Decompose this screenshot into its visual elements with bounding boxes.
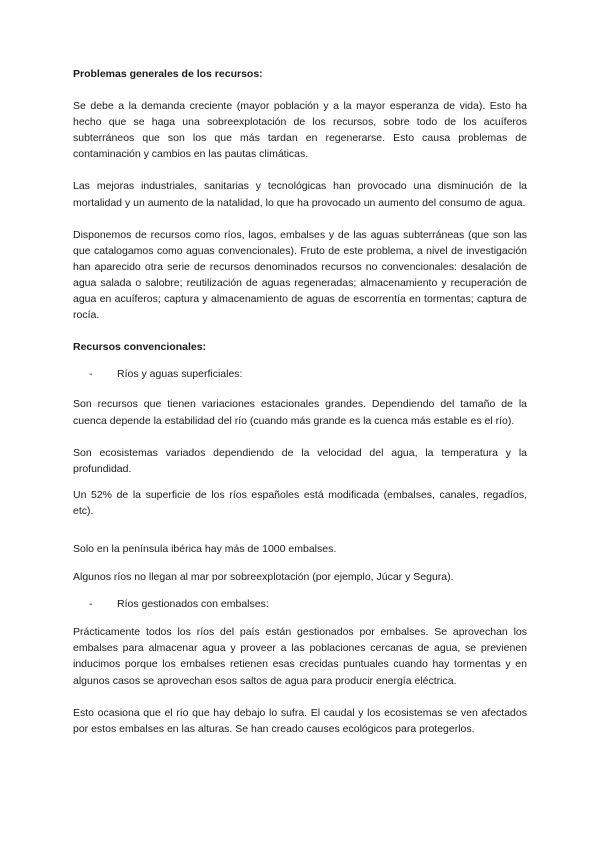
paragraph-sobreexplotacion: Algunos ríos no llegan al mar por sobreexplotación (por ejemplo, Júcar y Segura). <box>73 571 454 584</box>
paragraph-embalses-peninsula: Solo en la península ibérica hay más de 1000 embalses. <box>73 542 337 555</box>
bullet-rios-gestionados <box>89 596 527 612</box>
bullet-label: Ríos gestionados con embalses: <box>117 598 269 611</box>
document-page <box>73 66 527 737</box>
paragraph-ecosistemas-variados: Son ecosistemas variados dependiendo de la velocidad del agua, la temperatura y la profundidad. <box>73 446 527 475</box>
heading-recursos-convencionales: Recursos convencionales: <box>73 341 207 354</box>
paragraph-rios-gestionados: Prácticamente todos los ríos del país están gestionados por embalses. Se aprovechan los embalses para almacenar agua y proveer a las poblaciones cercanas de agua, se previenen inducimos porque los embalses retienen esas crecidas puntuales cuando hay tormentas y en algunos casos se aprovechan esos saltos de agua para producir energía eléctrica. <box>73 626 527 687</box>
bullet-label: Ríos y aguas superficiales: <box>117 368 243 381</box>
bullet-rios-aguas-superficiales <box>89 366 527 382</box>
paragraph-disponemos-recursos: Disponemos de recursos como ríos, lagos, embalses y de las aguas subterráneas (que son las que catalogamos como aguas convencionales). Fruto de este problema, a nivel de investigación han aparecido otra serie de recursos denominados recursos no convencionales: desalación de agua salada o salobre; reutilización de aguas regeneradas; almacenamiento y recuperación de agua en acuíferos; captura y almacenamiento de aguas de escorrentía en tormentas; captura de rocía. <box>73 228 527 322</box>
paragraph-consecuencias: Esto ocasiona que el río que hay debajo lo sufra. El caudal y los ecosistemas se ven afectados por estos embalses en las alturas. Se han creado causes ecológicos para protegerlos. <box>73 706 527 735</box>
paragraph-superficie-modificada: Un 52% de la superficie de los ríos españoles está modificada (embalses, canales, regadíos, etc). <box>73 488 527 517</box>
heading-problemas-generales: Problemas generales de los recursos: <box>73 68 263 80</box>
bullet-dash: - <box>89 598 93 611</box>
paragraph-demanda: Se debe a la demanda creciente (mayor población y a la mayor esperanza de vida). Esto ha hecho que se haga una sobreexplotación de los recursos, sobre todo de los acuíferos subterráneos que son los que más tardan en regenerarse. Esto causa problemas de contaminación y cambios en las pautas climáticas. <box>73 100 527 161</box>
paragraph-variaciones-estacionales: Son recursos que tienen variaciones estacionales grandes. Dependiendo del tamaño de la cuenca depende la estabilidad del río (cuando más grande es la cuenca más estable es el río). <box>73 398 527 427</box>
paragraph-mejoras: Las mejoras industriales, sanitarias y tecnológicas han provocado una disminución de la mortalidad y un aumento de la natalidad, lo que ha provocado un aumento del consumo de agua. <box>73 180 527 209</box>
bullet-dash: - <box>89 368 93 381</box>
